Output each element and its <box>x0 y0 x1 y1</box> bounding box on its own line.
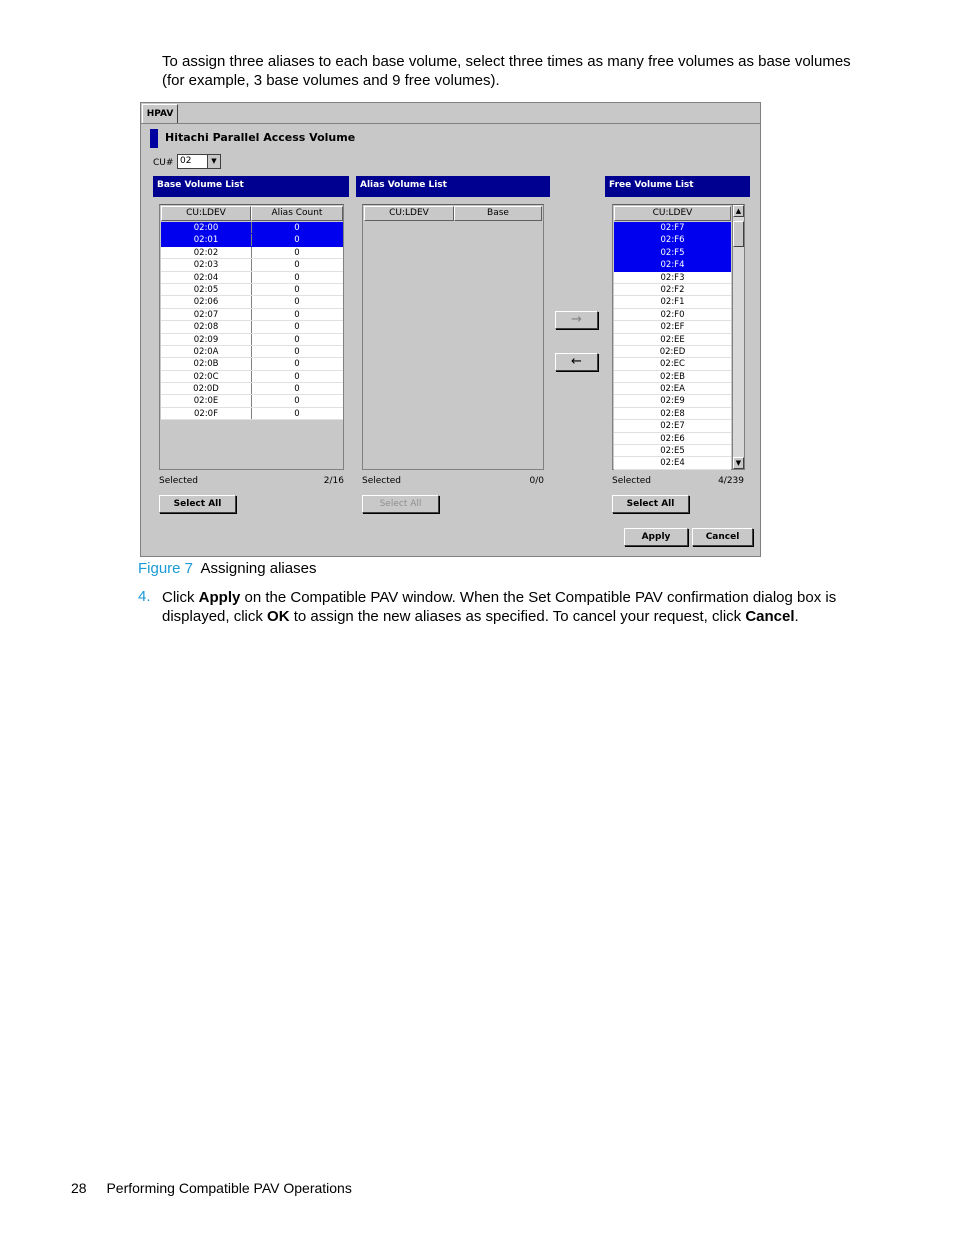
base-selected-count: 2/16 <box>323 476 344 486</box>
cell-cu-ldev: 02:0A <box>161 346 252 357</box>
cell-cu-ldev: 02:01 <box>161 234 252 245</box>
arrow-left-icon: ← <box>571 354 582 369</box>
cell-alias-count: 0 <box>294 284 300 295</box>
cell-cu-ldev: 02:E9 <box>660 396 685 407</box>
move-left-button[interactable] <box>555 353 598 371</box>
cell-cu-ldev: 02:F5 <box>660 247 685 258</box>
table-row[interactable] <box>161 358 343 370</box>
table-row[interactable] <box>161 334 343 346</box>
cell-alias-count: 0 <box>294 235 300 246</box>
cell-cu-ldev: 02:F0 <box>660 309 685 320</box>
table-row[interactable] <box>614 296 731 308</box>
column-header-cu-ldev[interactable]: CU:LDEV <box>614 206 731 221</box>
cell-alias-count: 0 <box>294 223 300 233</box>
cu-select-value: 02 <box>180 156 192 166</box>
table-row[interactable] <box>614 395 731 407</box>
alias-volume-table[interactable] <box>362 204 544 470</box>
page-footer <box>71 1180 352 1196</box>
cell-alias-count: 0 <box>294 371 300 382</box>
step-text: to assign the new aliases as specified. To cancel your request, click <box>289 608 746 625</box>
cell-alias-count: 0 <box>294 359 300 370</box>
base-volume-list-header: Base Volume List <box>153 176 349 197</box>
cell-alias-count: 0 <box>294 408 300 419</box>
cell-cu-ldev: 02:EA <box>660 384 685 395</box>
window-body <box>147 125 759 555</box>
cell-alias-count: 0 <box>294 396 300 407</box>
column-header-cu-ldev[interactable]: CU:LDEV <box>364 206 454 221</box>
cell-cu-ldev: 02:03 <box>161 259 252 270</box>
cell-cu-ldev: 02:EF <box>660 322 685 333</box>
cell-cu-ldev: 02:EB <box>660 371 685 382</box>
cell-cu-ldev: 02:E6 <box>660 433 685 444</box>
cu-select[interactable] <box>177 154 221 169</box>
table-row[interactable] <box>161 395 343 407</box>
table-row[interactable] <box>614 358 731 370</box>
table-row[interactable] <box>614 284 731 296</box>
base-volume-rows <box>161 222 343 420</box>
table-row[interactable] <box>614 445 731 457</box>
title-marker <box>150 129 158 148</box>
table-row[interactable] <box>614 457 731 469</box>
cell-alias-count: 0 <box>294 260 300 271</box>
free-selected-label: Selected <box>612 476 652 486</box>
alias-volume-list-header: Alias Volume List <box>356 176 550 197</box>
column-header-cu-ldev[interactable]: CU:LDEV <box>161 206 251 221</box>
cell-alias-count: 0 <box>294 272 300 283</box>
table-row[interactable] <box>614 222 731 234</box>
scroll-up-icon[interactable]: ▲ <box>733 205 744 217</box>
table-row[interactable] <box>614 234 731 246</box>
figure-title: Assigning aliases <box>200 560 317 577</box>
free-list-scrollbar[interactable] <box>732 205 744 469</box>
cell-alias-count: 0 <box>294 334 300 345</box>
arrow-right-icon: → <box>571 312 582 327</box>
window-title: Hitachi Parallel Access Volume <box>165 131 356 144</box>
cell-alias-count: 0 <box>294 247 300 258</box>
apply-term: Apply <box>198 589 241 606</box>
table-row[interactable] <box>161 321 343 333</box>
table-row[interactable] <box>161 272 343 284</box>
cell-alias-count: 0 <box>294 384 300 395</box>
cancel-term: Cancel <box>745 608 795 625</box>
cell-cu-ldev: 02:E8 <box>660 408 685 419</box>
cell-cu-ldev: 02:ED <box>659 346 686 357</box>
cell-cu-ldev: 02:0E <box>161 395 252 406</box>
cell-cu-ldev: 02:0F <box>161 408 252 419</box>
table-row[interactable] <box>161 383 343 395</box>
column-header-alias-count[interactable]: Alias Count <box>251 206 343 221</box>
footer-section-title: Performing Compatible PAV Operations <box>106 1180 352 1196</box>
table-row[interactable] <box>614 259 731 271</box>
free-selected-count: 4/239 <box>718 476 744 486</box>
base-select-all-button[interactable]: Select All <box>159 495 236 513</box>
free-volume-list-header: Free Volume List <box>605 176 750 197</box>
table-row[interactable] <box>614 346 731 358</box>
table-row[interactable] <box>614 408 731 420</box>
table-row[interactable] <box>161 346 343 358</box>
cell-alias-count: 0 <box>294 346 300 357</box>
base-selected-label: Selected <box>159 476 199 486</box>
intro-paragraph: To assign three aliases to each base volume, select three times as many free volumes as base volumes (for example, 3 base volumes and 9 free volumes). <box>162 53 851 89</box>
cell-cu-ldev: 02:09 <box>161 334 252 345</box>
cell-cu-ldev: 02:05 <box>161 284 252 295</box>
figure-caption <box>138 560 316 577</box>
step-4-paragraph <box>162 588 852 626</box>
move-right-button[interactable] <box>555 311 598 329</box>
table-row[interactable] <box>614 383 731 395</box>
cell-cu-ldev: 02:E4 <box>660 458 685 469</box>
cell-cu-ldev: 02:06 <box>161 296 252 307</box>
table-row[interactable] <box>161 309 343 321</box>
cell-alias-count: 0 <box>294 297 300 308</box>
table-row[interactable] <box>161 259 343 271</box>
cell-cu-ldev: 02:0C <box>161 371 252 382</box>
page-number: 28 <box>71 1180 87 1196</box>
chevron-down-icon[interactable]: ▼ <box>207 155 220 168</box>
cell-alias-count: 0 <box>294 322 300 333</box>
table-row[interactable] <box>161 296 343 308</box>
table-row[interactable] <box>614 247 731 259</box>
table-row[interactable] <box>614 433 731 445</box>
free-volume-rows <box>614 222 731 470</box>
table-row[interactable] <box>161 371 343 383</box>
alias-select-all-button[interactable]: Select All <box>362 495 439 513</box>
cell-cu-ldev: 02:F6 <box>660 235 685 246</box>
hpav-window-screenshot <box>140 102 761 557</box>
table-row[interactable] <box>614 272 731 284</box>
cell-cu-ldev: 02:04 <box>161 272 252 283</box>
cell-cu-ldev: 02:0D <box>161 383 252 394</box>
cell-cu-ldev: 02:F7 <box>660 223 685 233</box>
ok-term: OK <box>267 608 290 625</box>
step-text: . <box>794 608 799 625</box>
cu-label: CU# <box>153 158 174 168</box>
table-row[interactable] <box>614 309 731 321</box>
alias-selected-count: 0/0 <box>529 476 544 486</box>
tab-strip <box>141 103 760 124</box>
step-number: 4. <box>138 588 151 605</box>
table-row[interactable] <box>161 222 343 234</box>
scroll-thumb[interactable] <box>733 221 744 247</box>
table-row[interactable] <box>614 334 731 346</box>
cell-cu-ldev: 02:00 <box>161 222 252 233</box>
alias-selected-label: Selected <box>362 476 402 486</box>
base-volume-table[interactable] <box>159 204 344 470</box>
cell-cu-ldev: 02:EE <box>660 334 685 345</box>
table-row[interactable] <box>614 321 731 333</box>
cell-cu-ldev: 02:F1 <box>660 297 685 308</box>
cell-cu-ldev: 02:F3 <box>660 272 685 283</box>
cell-cu-ldev: 02:08 <box>161 321 252 332</box>
cancel-button[interactable]: Cancel <box>692 528 753 546</box>
cell-cu-ldev: 02:EC <box>660 359 685 370</box>
free-select-all-button[interactable]: Select All <box>612 495 689 513</box>
free-volume-table[interactable] <box>612 204 745 470</box>
step-text: on the Compatible PAV window. When the Set Compatible PAV confirmation dialog box is displayed, click <box>162 589 837 625</box>
cell-cu-ldev: 02:F2 <box>660 284 685 295</box>
step-text: Click <box>162 589 199 606</box>
table-row[interactable] <box>614 371 731 383</box>
table-row[interactable] <box>161 234 343 246</box>
column-header-base[interactable]: Base <box>454 206 542 221</box>
cell-cu-ldev: 02:E5 <box>660 446 685 457</box>
cell-cu-ldev: 02:02 <box>161 247 252 258</box>
cell-cu-ldev: 02:E7 <box>660 421 685 432</box>
scroll-down-icon[interactable]: ▼ <box>733 457 744 469</box>
table-row[interactable] <box>161 408 343 420</box>
cell-alias-count: 0 <box>294 309 300 320</box>
cell-cu-ldev: 02:0B <box>161 358 252 369</box>
figure-number: Figure 7 <box>138 560 194 577</box>
tab-hpav[interactable]: HPAV <box>142 104 178 123</box>
cell-cu-ldev: 02:F4 <box>660 260 685 271</box>
apply-button[interactable]: Apply <box>624 528 688 546</box>
table-row[interactable] <box>614 420 731 432</box>
table-row[interactable] <box>161 247 343 259</box>
cell-cu-ldev: 02:07 <box>161 309 252 320</box>
table-row[interactable] <box>161 284 343 296</box>
